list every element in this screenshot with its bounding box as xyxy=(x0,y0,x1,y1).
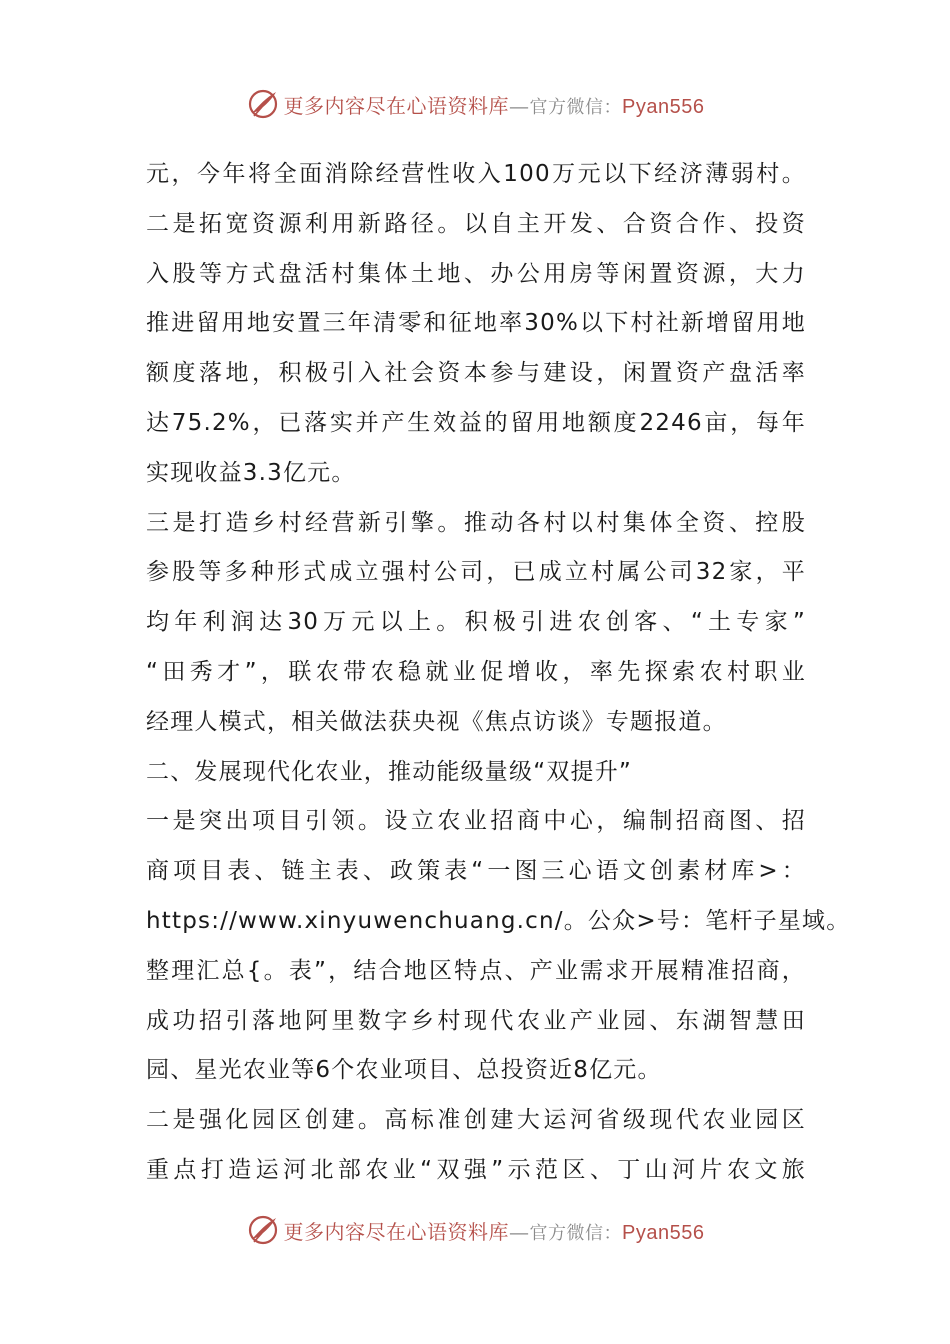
body-line: “田秀才”，联农带农稳就业促增收，率先探索农村职业 xyxy=(146,658,806,685)
body-line: 园、星光农业等6个农业项目、总投资近8亿元。 xyxy=(146,1057,662,1084)
header-banner xyxy=(0,84,950,124)
document-body xyxy=(146,150,851,1196)
body-line: 入股等方式盘活村集体土地、办公用房等闲置资源，大力 xyxy=(146,260,806,287)
body-line: 实现收益3.3亿元。 xyxy=(146,459,356,486)
header-banner-label: 官方微信： xyxy=(529,96,623,118)
body-line: 额度落地，积极引入社会资本参与建设，闲置资产盘活率 xyxy=(146,360,806,387)
footer-banner-wechat: Pyan556 xyxy=(622,1221,705,1244)
body-line: 元，今年将全面消除经营性收入100万元以下经济薄弱村。 xyxy=(146,161,806,187)
body-line: 一是突出项目引领。设立农业招商中心，编制招商图、招 xyxy=(146,808,806,835)
header-banner-wechat: Pyan556 xyxy=(622,95,705,118)
body-line: 商项目表、链主表、政策表“一图三心语文创素材库>： xyxy=(146,858,806,885)
body-line: 整理汇总{。表”，结合地区特点、产业需求开展精准招商， xyxy=(146,957,806,984)
body-line: 推进留用地安置三年清零和征地率30%以下村社新增留用地 xyxy=(146,310,806,337)
header-banner-text xyxy=(284,90,705,119)
section-heading: 二、发展现代化农业，推动能级量级“双提升” xyxy=(146,758,633,785)
body-line: 二是强化园区创建。高标准创建大运河省级现代农业园区 xyxy=(146,1107,806,1134)
body-line: 经理人模式，相关做法获央视《焦点访谈》专题报道。 xyxy=(146,708,727,735)
body-line: 二是拓宽资源利用新路径。以自主开发、合资合作、投资 xyxy=(146,210,806,237)
header-banner-dash: — xyxy=(509,93,530,118)
footer-banner-main: 更多内容尽在心语资料库 xyxy=(283,1219,510,1244)
header-banner-main: 更多内容尽在心语资料库 xyxy=(283,93,510,118)
body-line: 达75.2%，已落实并产生效益的留用地额度2246亩，每年 xyxy=(146,409,806,436)
footer-banner-dash: — xyxy=(509,1219,530,1244)
body-line: 参股等多种形式成立强村公司，已成立村属公司32家，平 xyxy=(146,559,806,586)
body-line-url: https://www.xinyuwenchuang.cn/。公众>号：笔杆子星域。 xyxy=(146,907,851,934)
quill-logo-icon xyxy=(246,1213,280,1247)
body-line: 三是打造乡村经营新引擎。推动各村以村集体全资、控股 xyxy=(146,509,806,536)
quill-logo-icon xyxy=(246,87,280,121)
footer-banner-label: 官方微信： xyxy=(529,1222,623,1244)
body-line: 成功招引落地阿里数字乡村现代农业产业园、东湖智慧田 xyxy=(146,1007,806,1034)
body-line: 均年利润达30万元以上。积极引进农创客、“土专家” xyxy=(146,609,806,636)
body-line: 重点打造运河北部农业“双强”示范区、丁山河片农文旅 xyxy=(146,1156,806,1183)
footer-banner xyxy=(0,1210,950,1250)
footer-banner-text xyxy=(284,1216,705,1245)
